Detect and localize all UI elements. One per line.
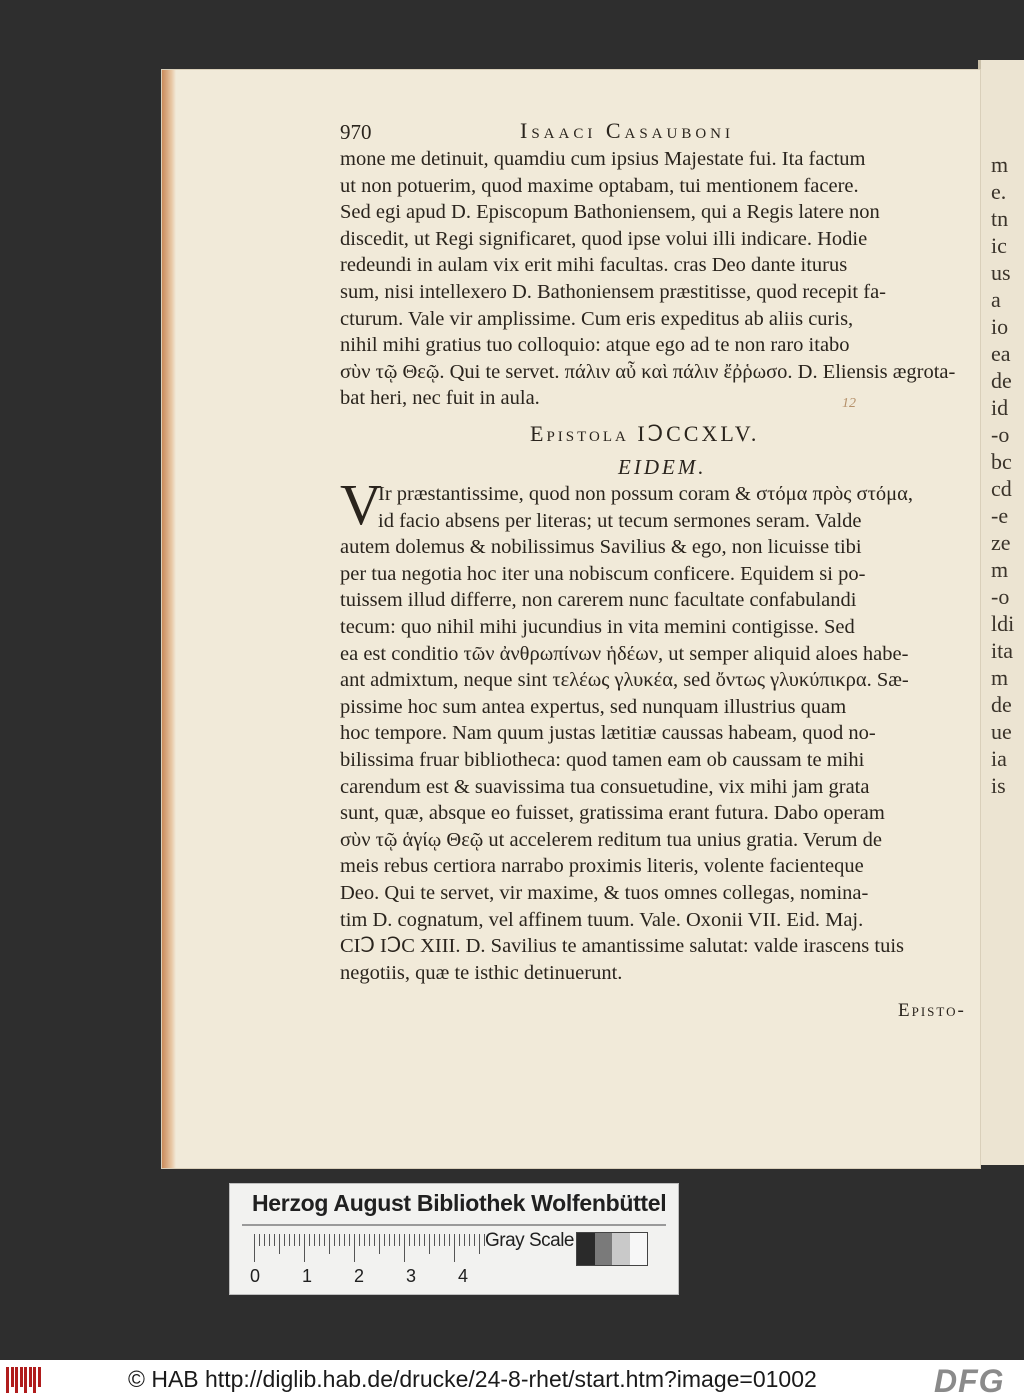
text-line: bilissima fruar bibliotheca: quod tamen eam ob caussam te mihi — [340, 749, 865, 771]
letter-title: Epistola IↃCCXLV. — [530, 421, 760, 446]
text-line: id facio absens per literas; ut tecum sermones seram. Valde — [378, 509, 862, 532]
ruler-tick — [469, 1234, 470, 1246]
ruler-tick — [414, 1234, 415, 1246]
text-line: redeundi in aulam vix erit mihi facultas. cras Deo dante iturus — [340, 254, 848, 277]
ruler-tick — [294, 1234, 295, 1246]
facing-text-fragment: id — [991, 395, 1009, 420]
facing-text-fragment: de — [991, 692, 1012, 717]
ruler-tick — [354, 1234, 355, 1262]
ruler-tick — [274, 1234, 275, 1246]
text-line: σὺν τῷ ἁγίῳ Θεῷ ut accelerem reditum tua unius gratia. Verum de — [340, 828, 882, 851]
facing-text-fragment: m — [991, 152, 1009, 177]
marginal-annotation: 12 — [842, 396, 856, 411]
facing-text-fragment: cd — [991, 476, 1012, 501]
ruler-tick — [334, 1234, 335, 1246]
hab-logo-icon — [6, 1364, 44, 1396]
ruler-tick — [449, 1234, 450, 1246]
running-head: Isaaci Casauboni — [520, 118, 735, 143]
text-line: pissime hoc sum antea expertus, sed nunquam illustrius quam — [340, 695, 847, 718]
facing-text-fragment: ia — [991, 746, 1007, 771]
ruler-tick — [369, 1234, 370, 1246]
ruler-tick — [269, 1234, 270, 1246]
text-line: mone me detinuit, quamdiu cum ipsius Majestate fui. Ita factum — [340, 148, 866, 170]
ruler-tick — [344, 1234, 345, 1246]
ruler-tick — [454, 1234, 455, 1262]
facing-text-fragment: ue — [991, 719, 1012, 744]
ruler-number: 3 — [406, 1266, 417, 1286]
ruler-tick — [319, 1234, 320, 1246]
ruler-tick — [364, 1234, 365, 1246]
ruler-tick — [389, 1234, 390, 1246]
logo-bar — [38, 1367, 41, 1387]
text-line: bat heri, nec fuit in aula. — [340, 387, 540, 410]
ruler-tick — [429, 1234, 430, 1254]
facing-text-fragment: a — [991, 287, 1001, 312]
text-line: negotiis, quæ te isthic detinuerunt. — [340, 961, 623, 984]
facing-text-fragment: e. — [991, 179, 1007, 204]
logo-bar — [24, 1367, 27, 1393]
facing-text-fragment: bc — [991, 449, 1012, 474]
text-line: carendum est & suavissima tua consuetudine, vix mihi jam grata — [340, 775, 870, 798]
card-divider — [242, 1224, 666, 1226]
ruler-tick — [409, 1234, 410, 1246]
ruler-tick — [289, 1234, 290, 1246]
facing-text-fragment: ita — [991, 638, 1013, 663]
ruler-tick — [424, 1234, 425, 1246]
ruler-tick — [309, 1234, 310, 1246]
ruler-tick — [349, 1234, 350, 1246]
footer-bar — [0, 1360, 1024, 1400]
logo-bar — [20, 1367, 23, 1387]
ruler-tick — [264, 1234, 265, 1246]
centimeter-ruler — [254, 1234, 484, 1264]
gray-swatch — [595, 1233, 613, 1265]
letter-recipient: EIDEM. — [618, 455, 707, 479]
logo-bar — [6, 1367, 9, 1393]
ruler-tick — [339, 1234, 340, 1246]
ruler-number: 4 — [458, 1266, 469, 1286]
ruler-tick — [379, 1234, 380, 1254]
text-line: sum, nisi intellexero D. Bathoniensem præstitisse, quod recepit fa- — [340, 281, 886, 303]
footer-copyright: © HAB http://diglib.hab.de/drucke/24-8-rhet/start.htm?image=01002 — [128, 1366, 817, 1392]
ruler-tick — [359, 1234, 360, 1246]
facing-page-edge — [978, 60, 1024, 1165]
ruler-tick — [474, 1234, 475, 1246]
gray-swatch — [612, 1233, 630, 1265]
facing-text-fragment: io — [991, 314, 1009, 339]
text-line: per tua negotia hoc iter una nobiscum conficere. Equidem si po- — [340, 562, 866, 585]
facing-text-fragment: m — [991, 665, 1009, 690]
dfg-logo: DFG — [934, 1363, 1005, 1399]
ruler-tick — [374, 1234, 375, 1246]
drop-capital: V — [340, 472, 382, 537]
text-line: hoc tempore. Nam quum justas lætitiæ caussas habeam, quod no- — [340, 722, 876, 745]
facing-text-fragment: is — [991, 773, 1006, 798]
page-number: 970 — [340, 120, 372, 144]
facing-text-fragment: -o — [991, 422, 1010, 447]
text-line: tim D. cognatum, vel affinem tuum. Vale. Oxonii VII. Eid. Maj. — [340, 908, 864, 931]
logo-bar — [29, 1367, 32, 1387]
text-line: meis rebus certiora narrabo proximis literis, volente facienteque — [340, 855, 864, 878]
text-line: discedit, ut Regi significaret, quod ipse volui illi indicare. Hodie — [340, 227, 868, 250]
ruler-tick — [259, 1234, 260, 1246]
facing-text-fragment: -o — [991, 584, 1010, 609]
ruler-tick — [459, 1234, 460, 1246]
page-fore-edge — [162, 70, 176, 1168]
facing-text-fragment: ze — [991, 530, 1011, 555]
text-line: ant admixtum, neque sint τελέως γλυκέα, sed ὄντως γλυκύπικρα. Sæ- — [340, 669, 909, 692]
text-line: σὺν τῷ Θεῷ. Qui te servet. πάλιν αὖ καὶ πάλιν ἔῤῥωσο. D. Eliensis ægrota- — [340, 360, 956, 383]
logo-bar — [33, 1367, 36, 1393]
ruler-tick — [279, 1234, 280, 1254]
text-line: Sed egi apud D. Episcopum Bathoniensem, qui a Regis latere non — [340, 201, 880, 224]
ruler-tick — [384, 1234, 385, 1246]
ruler-tick — [329, 1234, 330, 1254]
ruler-tick — [419, 1234, 420, 1246]
gray-swatch — [577, 1233, 595, 1265]
ruler-tick — [399, 1234, 400, 1246]
ruler-number: 2 — [354, 1266, 365, 1286]
text-line: Deo. Qui te servet, vir maxime, & tuos omnes collegas, nomina- — [340, 882, 869, 904]
text-line: sunt, quæ, absque eo fuisset, gratissima erant futura. Dabo operam — [340, 802, 885, 825]
ruler-number: 1 — [302, 1266, 313, 1286]
text-line: ea est conditio τῶν ἀνθρωπίνων ἡδέων, ut semper aliquid aloes habe- — [340, 642, 909, 665]
facing-text-fragment: ldi — [991, 611, 1015, 636]
gray-swatch — [630, 1233, 648, 1265]
facing-text-fragment: us — [991, 260, 1011, 285]
ruler-tick — [434, 1234, 435, 1246]
ruler-tick — [439, 1234, 440, 1246]
logo-bar — [15, 1367, 18, 1393]
ruler-tick — [254, 1234, 255, 1262]
card-title: Herzog August Bibliothek Wolfenbüttel — [252, 1190, 667, 1216]
text-line: cturum. Vale vir amplissime. Cum eris expeditus ab aliis curis, — [340, 307, 854, 330]
text-line: Ir præstantissime, quod non possum coram & στόμα πρὸς στόμα, — [378, 483, 913, 505]
facing-text-fragment: ea — [991, 341, 1011, 366]
facing-text-fragment: de — [991, 368, 1012, 393]
text-line: tecum: quo nihil mihi jucundius in vita memini contigisse. Sed — [340, 616, 855, 638]
ruler-tick — [444, 1234, 445, 1246]
facing-text-fragment: m — [991, 557, 1009, 582]
facing-text-fragment: ic — [991, 233, 1007, 258]
facing-text-fragment: tn — [991, 206, 1009, 231]
text-line: autem dolemus & nobilissimus Savilius & ego, non licuisse tibi — [340, 536, 862, 559]
catchword: Episto- — [898, 1000, 966, 1021]
ruler-tick — [284, 1234, 285, 1246]
text-line: tuissem illud differre, non carerem nunc facultate confabulandi — [340, 589, 857, 612]
ruler-number: 0 — [250, 1266, 261, 1286]
ruler-tick — [404, 1234, 405, 1262]
facing-text-fragment: -e — [991, 503, 1009, 528]
color-scale-card — [229, 1183, 679, 1295]
ruler-tick — [304, 1234, 305, 1262]
grayscale-swatches — [576, 1232, 648, 1266]
text-line: nihil mihi gratius tuo colloquio: atque ego ad te non raro itabo — [340, 334, 850, 357]
ruler-tick — [324, 1234, 325, 1246]
grayscale-label: Gray Scale — [485, 1230, 574, 1251]
ruler-tick — [299, 1234, 300, 1246]
logo-bar — [11, 1367, 14, 1387]
ruler-tick — [314, 1234, 315, 1246]
ruler-tick — [394, 1234, 395, 1246]
text-line: ut non potuerim, quod maxime optabam, tui mentionem facere. — [340, 174, 859, 197]
ruler-tick — [464, 1234, 465, 1246]
text-line: CIↃ IↃC XIII. D. Savilius te amantissime salutat: valde irascens tuis — [340, 935, 905, 958]
ruler-tick — [479, 1234, 480, 1254]
